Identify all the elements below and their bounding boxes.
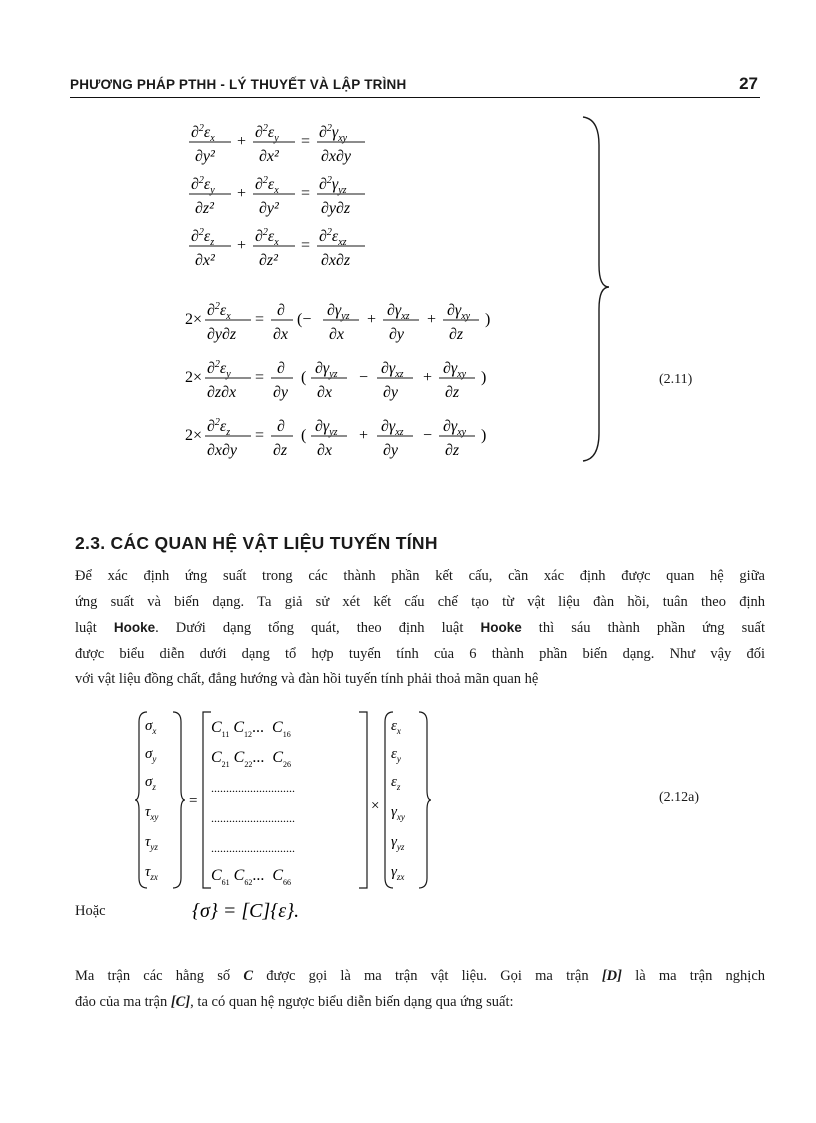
stress-vector xyxy=(145,718,158,882)
svg-text:−: − xyxy=(423,427,433,444)
para1-line-2: ứng suất và biến dạng. Ta giả sử xét kết cấu chế tạo từ vật liệu đàn hồi, tuân theo định xyxy=(75,593,765,610)
svg-text:+: + xyxy=(237,237,247,254)
svg-text:C61C62...C66: $C_{61}$ $C_{62}$... $C_{66}$ xyxy=(211,867,292,887)
svg-text:∂x²: ∂x² xyxy=(195,252,215,269)
svg-text:∂x: ∂x xyxy=(317,384,333,401)
svg-text:∂y: ∂y xyxy=(389,326,405,343)
svg-text:∂z: ∂z xyxy=(449,326,464,343)
para1-line-3: luật Hooke. Dưới dạng tổng quát, theo định luật Hooke thì sáu thành phần ứng suất xyxy=(75,620,765,637)
svg-text:{σ} = [C]{ε}.: {σ} = [C]{ε}. xyxy=(192,900,300,922)
svg-text:+: + xyxy=(367,311,377,328)
strain-vector xyxy=(391,718,405,882)
svg-text:εx: $\varepsilon_x$ xyxy=(391,718,401,736)
para1-line-5: với vật liệu đồng chất, đẳng hướng và đàn hồi tuyến tính phải thoả mãn quan hệ xyxy=(75,671,539,688)
matrix-c-symbol: C xyxy=(243,968,253,984)
hooke-term: Hooke xyxy=(480,620,522,636)
svg-text:=: = xyxy=(255,427,265,444)
svg-text:+: + xyxy=(427,311,437,328)
svg-text:): ) xyxy=(481,369,487,386)
svg-text:∂2γxy: $\partial^2\gamma_{xy}$ xyxy=(319,123,348,144)
matrix-c-symbol: [C] xyxy=(170,993,191,1010)
svg-text:∂x²: ∂x² xyxy=(259,148,279,165)
svg-text:=: = xyxy=(255,311,265,328)
svg-text:γyz: $\gamma_{yz}$ xyxy=(391,834,405,852)
svg-text:+: + xyxy=(423,369,433,386)
svg-text:+: + xyxy=(237,185,247,202)
page-number: 27 xyxy=(739,74,758,93)
material-matrix xyxy=(211,719,295,887)
right-brace xyxy=(583,117,609,461)
svg-text:(−: (− xyxy=(297,311,312,328)
svg-text:∂x: ∂x xyxy=(273,326,289,343)
svg-text:+: + xyxy=(237,133,247,150)
svg-text:∂z²: ∂z² xyxy=(259,252,278,269)
svg-text:∂: ∂ xyxy=(277,360,285,377)
svg-text:∂2εy: $\partial^2\varepsilon_y$ xyxy=(191,175,215,196)
svg-text:∂x∂y: ∂x∂y xyxy=(207,442,238,459)
svg-text:σz: $\sigma_z$ xyxy=(145,774,156,792)
svg-text:): ) xyxy=(481,427,487,444)
svg-text:∂2εxz: $\partial^2\varepsilon_{xz}$ xyxy=(319,227,347,248)
eq-row-5 xyxy=(185,359,486,401)
hoac-label: Hoặc xyxy=(75,903,106,919)
svg-text:∂2εz: $\partial^2\varepsilon_z$ xyxy=(207,417,231,438)
svg-text:∂y²: ∂y² xyxy=(195,148,215,165)
svg-text:∂γxz: $\partial\gamma_{xz}$ xyxy=(381,418,404,438)
svg-text:∂γyz: $\partial\gamma_{yz}$ xyxy=(315,360,338,380)
svg-text:............................: ............................ xyxy=(211,841,295,855)
svg-text:∂z: ∂z xyxy=(445,384,460,401)
hooke-term: Hooke xyxy=(113,620,156,636)
svg-text:σy: $\sigma_y$ xyxy=(145,746,157,764)
svg-text:∂2εy: $\partial^2\varepsilon_y$ xyxy=(207,359,231,380)
svg-text:∂x∂y: ∂x∂y xyxy=(321,148,352,165)
svg-text:=: = xyxy=(189,793,198,809)
svg-text:∂y∂z: ∂y∂z xyxy=(321,200,351,217)
svg-text:∂2γyz: $\partial^2\gamma_{yz}$ xyxy=(319,175,347,196)
svg-text:=: = xyxy=(301,133,311,150)
svg-text:−: − xyxy=(359,369,369,386)
svg-text:τzx: $\tau_{zx}$ xyxy=(145,864,158,882)
svg-text:εy: $\varepsilon_y$ xyxy=(391,746,401,764)
svg-text:∂y: ∂y xyxy=(273,384,289,401)
svg-text:∂y: ∂y xyxy=(383,442,399,459)
svg-text:∂2εy: $\partial^2\varepsilon_y$ xyxy=(255,123,279,144)
svg-text:∂x: ∂x xyxy=(329,326,345,343)
svg-text:2×: 2× xyxy=(185,311,203,328)
svg-text:∂y²: ∂y² xyxy=(259,200,279,217)
svg-text:∂γxz: $\partial\gamma_{xz}$ xyxy=(381,360,404,380)
equation-number-2-12a: (2.12a) xyxy=(659,790,700,805)
equation-number-2-11: (2.11) xyxy=(659,372,693,387)
svg-text:×: × xyxy=(371,798,380,814)
svg-text:εz: $\varepsilon_z$ xyxy=(391,774,401,792)
svg-text:............................: ............................ xyxy=(211,781,295,795)
svg-text:∂γxz: $\partial\gamma_{xz}$ xyxy=(387,302,410,322)
paragraph-material-matrix xyxy=(75,964,765,1015)
svg-text:∂: ∂ xyxy=(277,302,285,319)
svg-text:∂2εx: $\partial^2\varepsilon_x$ xyxy=(255,175,279,196)
svg-text:τxy: $\tau_{xy}$ xyxy=(145,804,159,822)
eq-row-4 xyxy=(185,301,490,343)
svg-text:∂: ∂ xyxy=(277,418,285,435)
svg-text:∂z: ∂z xyxy=(273,442,288,459)
svg-text:∂γxy: $\partial\gamma_{xy}$ xyxy=(443,418,467,438)
para1-line-4: được biểu diễn dưới dạng tổ hợp tuyến tính của 6 thành phần biến dạng. Như vậy đối xyxy=(75,645,765,662)
svg-text:∂y: ∂y xyxy=(383,384,399,401)
para2-line-1: Ma trận các hằng số C được gọi là ma trận vật liệu. Gọi ma trận [D] là ma trận nghịch xyxy=(75,968,766,984)
svg-text:γzx: $\gamma_{zx}$ xyxy=(391,864,405,882)
svg-text:∂γxy: $\partial\gamma_{xy}$ xyxy=(443,360,467,380)
svg-text:∂x: ∂x xyxy=(317,442,333,459)
svg-text:∂2εz: $\partial^2\varepsilon_z$ xyxy=(191,227,215,248)
svg-text:): ) xyxy=(485,311,491,328)
svg-text:=: = xyxy=(301,185,311,202)
svg-text:σx: $\sigma_x$ xyxy=(145,718,157,736)
svg-text:∂γxy: $\partial\gamma_{xy}$ xyxy=(447,302,471,322)
para1-line-1: Để xác định ứng suất trong các thành phần kết cấu, cần xác định được quan hệ giữa xyxy=(75,568,765,584)
svg-text:∂2εx: $\partial^2\varepsilon_x$ xyxy=(255,227,279,248)
paragraph-hooke xyxy=(75,564,765,693)
compatibility-equations xyxy=(185,115,615,465)
svg-text:∂z²: ∂z² xyxy=(195,200,214,217)
compact-constitutive-equation xyxy=(190,893,330,927)
eq-row-2 xyxy=(189,175,365,217)
section-title: 2.3. CÁC QUAN HỆ VẬT LIỆU TUYẾN TÍNH xyxy=(75,533,438,553)
svg-text:C21C22...C26: $C_{21}$ $C_{22}$... $C_{26}$ xyxy=(211,749,292,769)
para2-line-2: đảo của ma trận [C], ta có quan hệ ngược biểu diễn biến dạng qua ứng suất: xyxy=(75,993,514,1010)
svg-text:2×: 2× xyxy=(185,427,203,444)
svg-text:∂2εx: $\partial^2\varepsilon_x$ xyxy=(207,301,231,322)
running-header xyxy=(70,74,760,98)
svg-text:γxy: $\gamma_{xy}$ xyxy=(391,804,405,822)
svg-text:+: + xyxy=(359,427,369,444)
svg-text:=: = xyxy=(255,369,265,386)
svg-text:∂x∂z: ∂x∂z xyxy=(321,252,351,269)
header-title: PHƯƠNG PHÁP PTHH - LÝ THUYẾT VÀ LẬP TRÌNH xyxy=(70,77,407,92)
svg-text:2×: 2× xyxy=(185,369,203,386)
svg-text:∂y∂z: ∂y∂z xyxy=(207,326,237,343)
svg-text:............................: ............................ xyxy=(211,811,295,825)
svg-text:(: ( xyxy=(301,427,307,444)
svg-text:∂γyz: $\partial\gamma_{yz}$ xyxy=(327,302,350,322)
matrix-d-symbol: [D] xyxy=(601,968,622,984)
svg-text:(: ( xyxy=(301,369,307,386)
svg-text:∂z∂x: ∂z∂x xyxy=(207,384,237,401)
svg-text:∂2εx: $\partial^2\varepsilon_x$ xyxy=(191,123,215,144)
eq-row-1 xyxy=(189,123,365,165)
svg-text:C11C12...C16: $C_{11}$ $C_{12}$... $C_{16}$ xyxy=(211,719,291,739)
svg-text:τyz: $\tau_{yz}$ xyxy=(145,834,158,852)
constitutive-matrix-equation xyxy=(135,710,445,890)
svg-text:∂γyz: $\partial\gamma_{yz}$ xyxy=(315,418,338,438)
eq-row-3 xyxy=(189,227,365,269)
eq-row-6 xyxy=(185,417,486,459)
svg-text:=: = xyxy=(301,237,311,254)
svg-text:∂z: ∂z xyxy=(445,442,460,459)
